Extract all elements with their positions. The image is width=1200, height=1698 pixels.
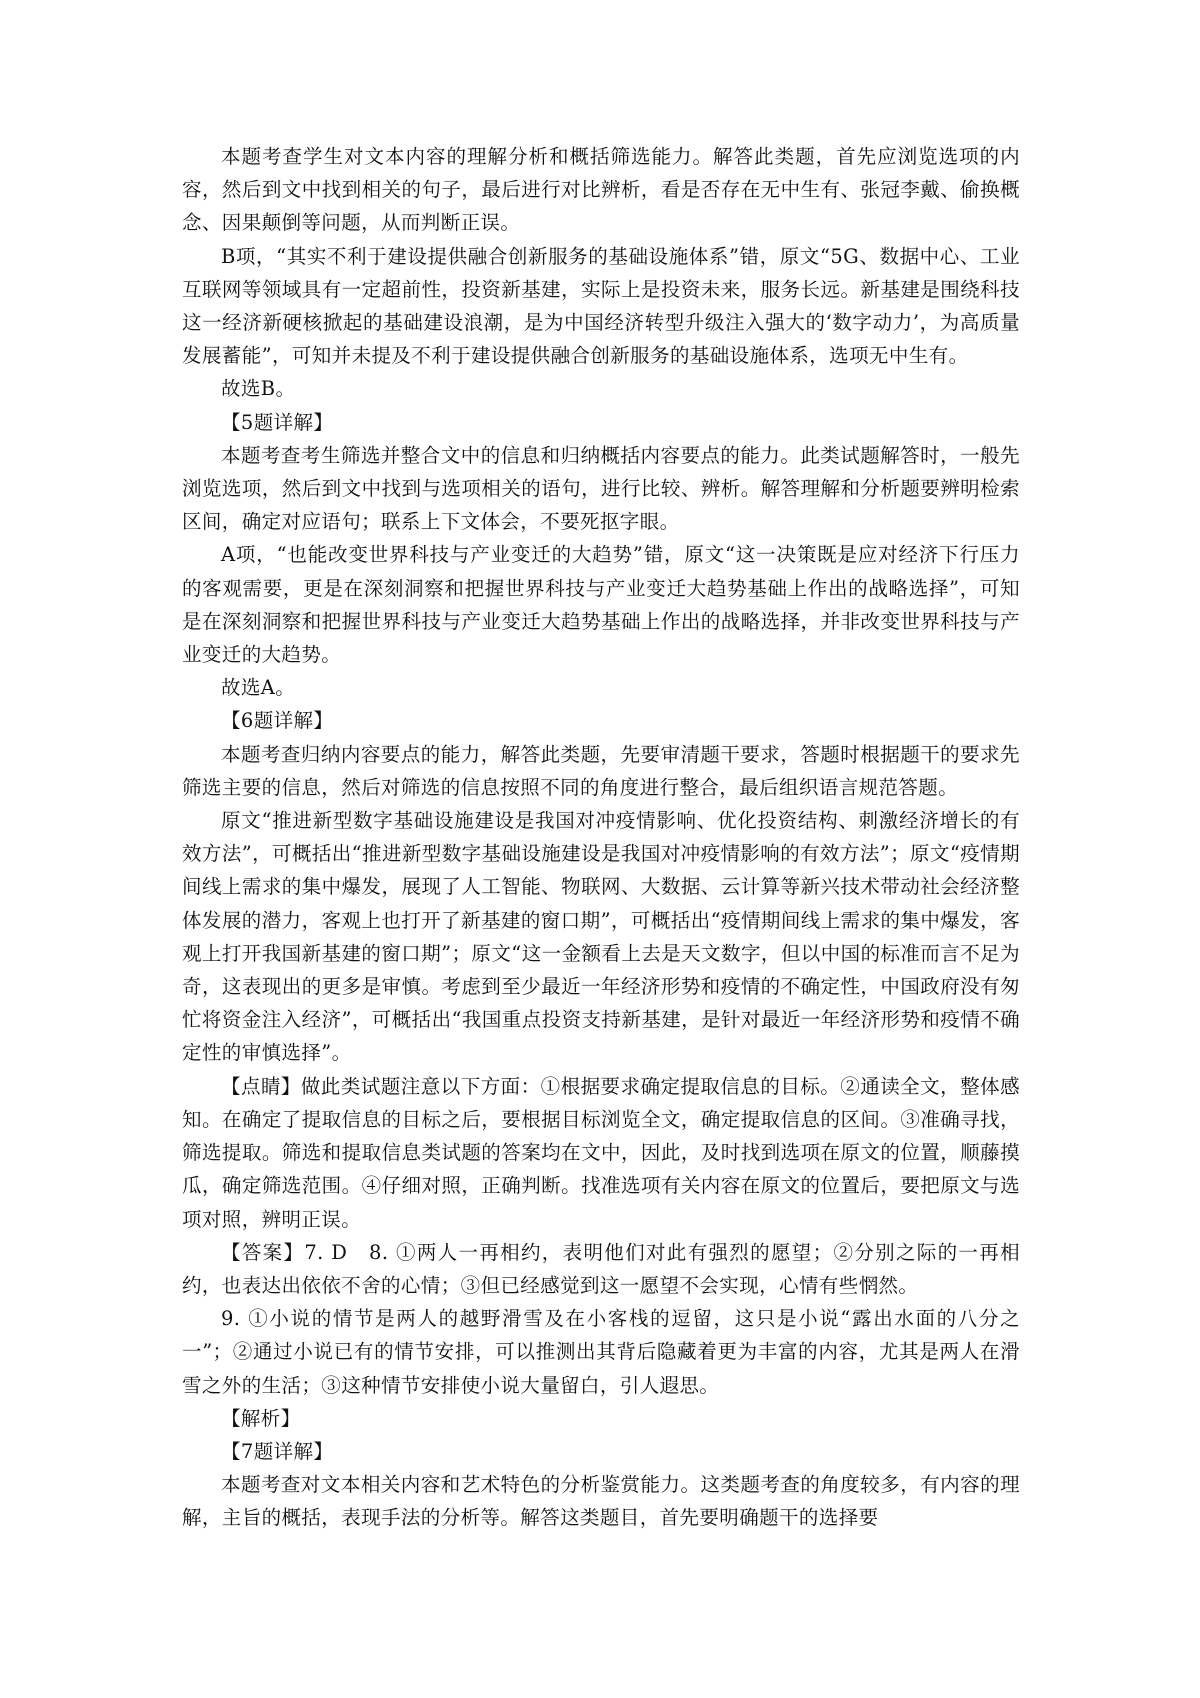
paragraph-analysis-intro: 本题考查学生对文本内容的理解分析和概括筛选能力。解答此类题，首先应浏览选项的内容，然后到文中找到相关的句子，最后进行对比辨析，看是否存在无中生有、张冠李戴、偷换概念、因果颠倒等问题，从而判断正误。 bbox=[182, 145, 1020, 235]
document-body bbox=[182, 140, 1020, 1535]
paragraph-q7-intro: 本题考查对文本相关内容和艺术特色的分析鉴赏能力。这类题考查的角度较多，有内容的理解，主旨的概括，表现手法的分析等。解答这类题目，首先要明确题干的选择要 bbox=[182, 1473, 1020, 1530]
paragraph-tips: 【点睛】做此类试题注意以下方面：①根据要求确定提取信息的目标。②通读全文，整体感知。在确定了提取信息的目标之后，要根据目标浏览全文，确定提取信息的区间。③准确寻找，筛选提取。筛选和提取信息类试题的答案均在文中，因此，及时找到选项在原文的位置，顺藤摸瓜，确定筛选范围。④仔细对照，正确判断。找准选项有关内容在原文的位置后，要把原文与选项对照，辨明正误。 bbox=[182, 1074, 1020, 1231]
paragraph-q6-answer: 原文“推进新型数字基础设施建设是我国对冲疫情影响、优化投资结构、刺激经济增长的有效方法”，可概括出“推进新型数字基础设施建设是我国对冲疫情影响的有效方法”；原文“疫情期间线上需求的集中爆发，展现了人工智能、物联网、大数据、云计算等新兴技术带动社会经济整体发展的潜力，客观上也打开了新基建的窗口期”，可概括出“疫情期间线上需求的集中爆发，客观上打开我国新基建的窗口期”；原文“这一金额看上去是天文数字，但以中国的标准而言不足为奇，这表现出的更多是审慎。考虑到至少最近一年经济形势和疫情的不确定性，中国政府没有匆忙将资金注入经济”，可概括出“我国重点投资支持新基建，是针对最近一年经济形势和疫情不确定性的审慎选择”。 bbox=[182, 809, 1020, 1065]
paragraph-option-b: B项，“其实不利于建设提供融合创新服务的基础设施体系”错，原文“5G、数据中心、工业互联网等领域具有一定超前性，投资新基建，实际上是投资未来，服务长远。新基建是围绕科技这一经济新硬核掀起的基础建设浪潮，是为中国经济转型升级注入强大的‘数字动力’，为高质量发展蓄能”，可知并未提及不利于建设提供融合创新服务的基础设施体系，选项无中生有。 bbox=[182, 244, 1020, 368]
paragraph-answer-9: 9. ①小说的情节是两人的越野滑雪及在小客栈的逗留，这只是小说“露出水面的八分之一”；②通过小说已有的情节安排，可以推测出其背后隐藏着更为丰富的内容，尤其是两人在滑雪之外的生活；③这种情节安排使小说大量留白，引人遐思。 bbox=[182, 1307, 1020, 1397]
paragraph-answer-7-8: 【答案】7. D 8. ①两人一再相约，表明他们对此有强烈的愿望；②分别之际的一再相约，也表达出依依不舍的心情；③但已经感觉到这一愿望不会实现，心情有些惘然。 bbox=[182, 1240, 1020, 1297]
paragraph-q5-intro: 本题考查考生筛选并整合文中的信息和归纳概括内容要点的能力。此类试题解答时，一般先浏览选项，然后到文中找到与选项相关的语句，进行比较、辨析。解答理解和分析题要辨明检索区间，确定对应语句；联系上下文体会，不要死抠字眼。 bbox=[182, 443, 1020, 534]
paragraph-answer-b: 故选B。 bbox=[221, 377, 296, 401]
heading-analysis: 【解析】 bbox=[221, 1406, 301, 1430]
heading-q7-detail: 【7题详解】 bbox=[221, 1439, 334, 1463]
heading-q5-detail: 【5题详解】 bbox=[221, 410, 334, 434]
heading-q6-detail: 【6题详解】 bbox=[221, 709, 334, 733]
paragraph-option-a: A项，“也能改变世界科技与产业变迁的大趋势”错，原文“这一决策既是应对经济下行压力的客观需要，更是在深刻洞察和把握世界科技与产业变迁大趋势基础上作出的战略选择”，可知是在深刻洞察和把握世界科技与产业变迁大趋势基础上作出的战略选择，并非改变世界科技与产业变迁的大趋势。 bbox=[182, 543, 1020, 667]
paragraph-answer-a: 故选A。 bbox=[221, 676, 296, 700]
paragraph-q6-intro: 本题考查归纳内容要点的能力，解答此类题，先要审清题干要求，答题时根据题干的要求先筛选主要的信息，然后对筛选的信息按照不同的角度进行整合，最后组织语言规范答题。 bbox=[182, 742, 1020, 799]
